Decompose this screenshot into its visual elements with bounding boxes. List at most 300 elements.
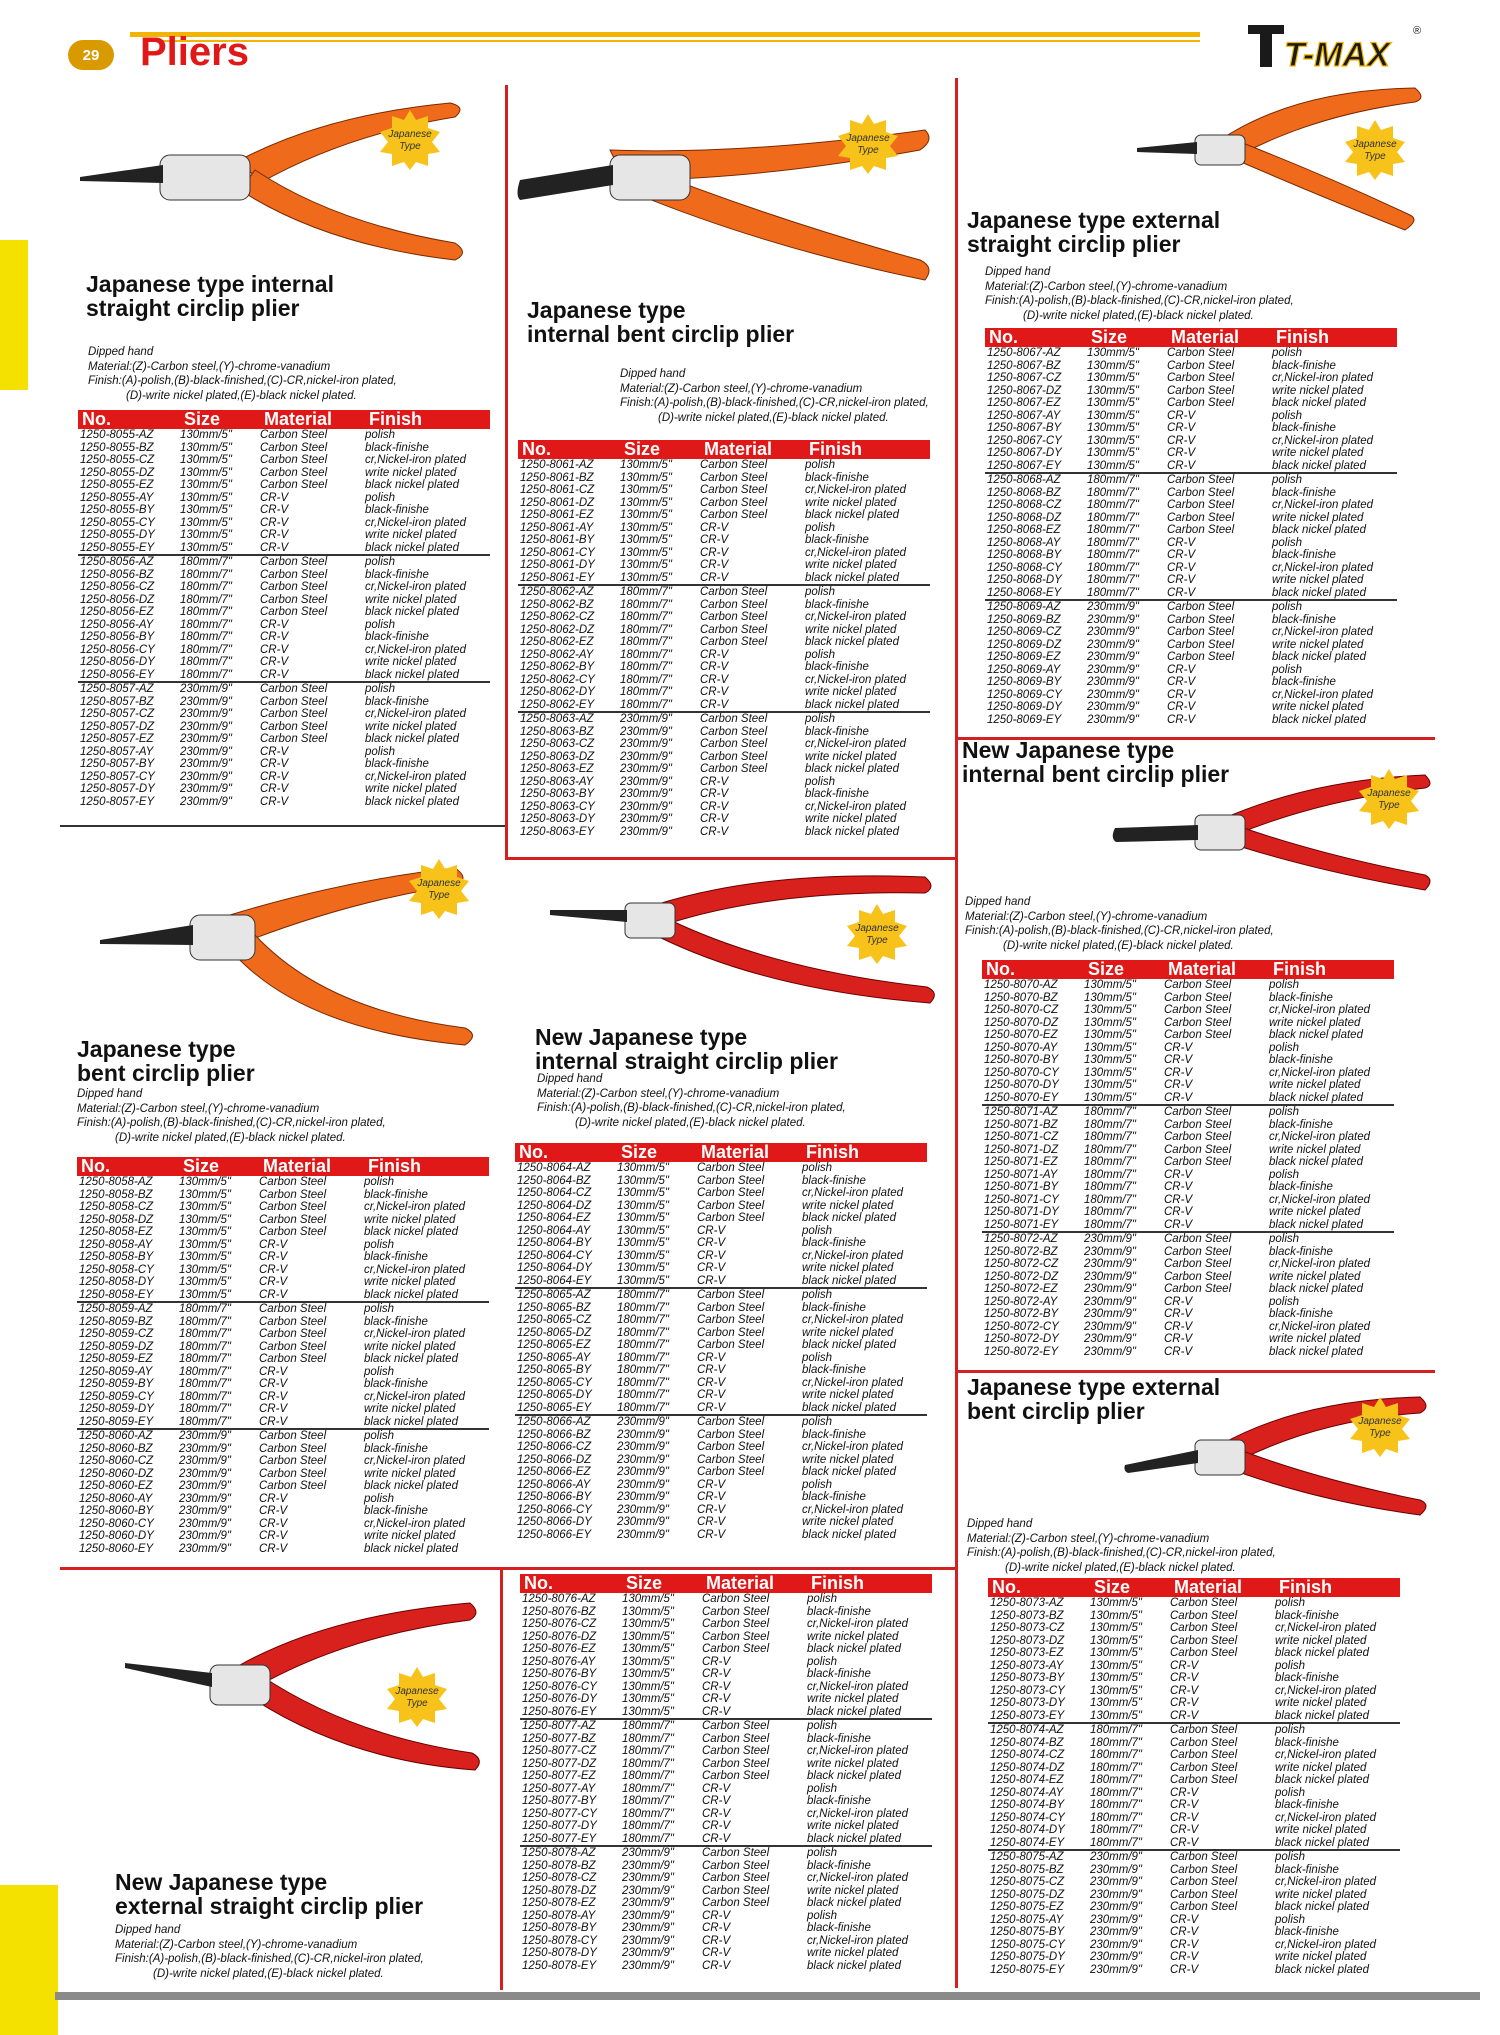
item-number: 1250-8061-DY <box>520 559 595 571</box>
table-row <box>518 534 930 547</box>
product-table <box>988 1578 1400 1976</box>
item-finish: polish <box>365 618 396 631</box>
item-finish: polish <box>807 1719 932 1733</box>
item-number: 1250-8074-EZ <box>990 1774 1064 1786</box>
description-line: (D)-write nickel plated,(E)-black nickel plated. <box>658 411 889 424</box>
item-size: 130mm/5" <box>1090 1697 1143 1709</box>
item-finish: black nickel plated <box>365 795 459 808</box>
item-size: 230mm/9" <box>617 1466 670 1478</box>
item-material: CR-V <box>700 775 729 788</box>
item-size: 180mm/7" <box>179 1328 232 1340</box>
item-number: 1250-8067-AY <box>987 409 1061 422</box>
item-finish: polish <box>365 491 396 504</box>
item-finish: cr,Nickel-iron plated <box>802 1376 903 1389</box>
table-row <box>985 574 1397 587</box>
table-row <box>520 1783 932 1796</box>
item-finish: polish <box>1275 1913 1306 1926</box>
item-material: CR-V <box>697 1491 726 1503</box>
description-line: (D)-write nickel plated,(E)-black nickel plated. <box>153 1967 384 1980</box>
item-size: 230mm/9" <box>180 695 233 708</box>
item-finish: black-finishe <box>807 1668 871 1680</box>
description-line: (D)-write nickel plated,(E)-black nickel plated. <box>115 1131 346 1144</box>
item-material: Carbon Steel <box>1164 1283 1232 1295</box>
column-header: Material <box>1164 960 1269 979</box>
item-size: 130mm/5" <box>1087 372 1140 384</box>
item-finish: write nickel plated <box>1275 1761 1367 1774</box>
table-row <box>518 686 930 699</box>
table-row <box>518 738 930 751</box>
item-finish: cr,Nickel-iron plated <box>1275 1811 1376 1824</box>
item-finish: polish <box>1272 663 1303 676</box>
table-row <box>520 1885 932 1898</box>
item-size: 230mm/9" <box>1087 638 1140 651</box>
item-size: 180mm/7" <box>1087 524 1140 536</box>
item-finish: black nickel plated <box>805 571 899 584</box>
item-number: 1250-8070-CZ <box>984 1004 1059 1016</box>
item-number: 1250-8073-AY <box>990 1659 1064 1672</box>
item-finish: cr,Nickel-iron plated <box>805 484 906 496</box>
item-finish: cr,Nickel-iron plated <box>364 1390 465 1403</box>
item-size: 180mm/7" <box>1090 1749 1143 1761</box>
item-size: 230mm/9" <box>179 1492 232 1505</box>
item-size: 130mm/5" <box>617 1212 670 1224</box>
table-row <box>515 1250 927 1263</box>
item-finish: black-finishe <box>1272 359 1336 372</box>
item-number: 1250-8056-CZ <box>80 581 155 593</box>
table-row <box>515 1200 927 1213</box>
item-material: Carbon Steel <box>1164 991 1232 1004</box>
item-material: Carbon Steel <box>1170 1723 1275 1737</box>
item-finish: cr,Nickel-iron plated <box>1269 1131 1370 1143</box>
table-row <box>982 1156 1394 1169</box>
table-row <box>988 1647 1400 1660</box>
item-finish: black-finishe <box>365 504 429 516</box>
item-material: CR-V <box>260 504 289 516</box>
table-row <box>515 1441 927 1454</box>
item-number: 1250-8073-EZ <box>990 1647 1064 1659</box>
item-material: Carbon Steel <box>260 682 365 696</box>
item-material: CR-V <box>702 1693 731 1705</box>
item-size: 130mm/5" <box>617 1187 670 1199</box>
item-material: CR-V <box>700 534 729 546</box>
item-number: 1250-8062-CZ <box>520 611 595 623</box>
item-material: Carbon Steel <box>260 568 328 581</box>
item-number: 1250-8064-AZ <box>517 1162 591 1174</box>
item-number: 1250-8062-EY <box>520 698 595 711</box>
description-line: (D)-write nickel plated,(E)-black nickel plated. <box>1005 1561 1236 1574</box>
item-number: 1250-8056-EY <box>80 668 155 681</box>
item-number: 1250-8074-AY <box>990 1786 1064 1799</box>
item-size: 130mm/5" <box>620 509 673 521</box>
item-number: 1250-8076-BZ <box>522 1605 596 1618</box>
item-size: 130mm/5" <box>617 1174 670 1187</box>
item-material: CR-V <box>697 1249 726 1262</box>
item-material: CR-V <box>1164 1345 1193 1358</box>
item-material: Carbon Steel <box>260 593 328 606</box>
description-line: (D)-write nickel plated,(E)-black nickel plated. <box>575 1116 806 1129</box>
table-row <box>982 1246 1394 1259</box>
svg-text:Type: Type <box>399 141 421 152</box>
table-row <box>985 689 1397 702</box>
item-size: 230mm/9" <box>1090 1963 1143 1976</box>
item-size: 180mm/7" <box>622 1795 675 1807</box>
table-row <box>515 1402 927 1416</box>
item-size: 230mm/9" <box>1084 1232 1164 1246</box>
item-finish: cr,Nickel-iron plated <box>365 643 466 656</box>
section-title <box>535 1025 838 1073</box>
item-size: 180mm/7" <box>1087 549 1140 561</box>
item-number: 1250-8075-BZ <box>990 1863 1064 1876</box>
item-finish: polish <box>365 429 396 441</box>
item-number: 1250-8058-EY <box>79 1288 154 1301</box>
item-number: 1250-8058-DY <box>79 1276 154 1288</box>
table-row <box>78 746 490 759</box>
item-material: Carbon Steel <box>1164 1258 1232 1270</box>
item-size: 130mm/5" <box>179 1288 232 1301</box>
table-row <box>518 661 930 674</box>
item-number: 1250-8074-DY <box>990 1824 1065 1836</box>
item-size: 180mm/7" <box>617 1301 670 1314</box>
item-size: 230mm/9" <box>1087 676 1140 688</box>
item-material: Carbon Steel <box>1167 347 1235 359</box>
item-size: 180mm/7" <box>1087 561 1140 574</box>
item-material: CR-V <box>260 618 289 631</box>
column-header: Finish <box>1269 960 1394 979</box>
table-row <box>77 1455 489 1468</box>
item-number: 1250-8063-BY <box>520 788 595 800</box>
table-row <box>982 1042 1394 1055</box>
item-material: Carbon Steel <box>702 1770 770 1782</box>
item-finish: polish <box>364 1365 395 1378</box>
item-size: 130mm/5" <box>1090 1709 1143 1722</box>
item-number: 1250-8069-BY <box>987 676 1062 688</box>
column-header: Finish <box>1275 1578 1400 1597</box>
item-material: Carbon Steel <box>702 1605 770 1618</box>
item-finish: polish <box>802 1478 833 1491</box>
table-row <box>988 1762 1400 1775</box>
item-material: Carbon Steel <box>1170 1647 1238 1659</box>
item-number: 1250-8060-AY <box>79 1492 153 1505</box>
item-number: 1250-8055-AZ <box>80 429 154 441</box>
column-header: Material <box>259 1157 364 1176</box>
svg-text:Japanese: Japanese <box>417 878 461 889</box>
item-material: CR-V <box>259 1378 288 1390</box>
table-row <box>518 649 930 662</box>
item-size: 230mm/9" <box>620 825 673 838</box>
table-row <box>982 1092 1394 1106</box>
item-finish: write nickel plated <box>364 1276 456 1288</box>
item-finish: black nickel plated <box>365 668 459 681</box>
item-size: 180mm/7" <box>622 1770 675 1782</box>
item-number: 1250-8067-BY <box>987 422 1062 434</box>
item-material: CR-V <box>1167 574 1196 586</box>
item-material: Carbon Steel <box>260 454 328 466</box>
item-material: CR-V <box>700 686 729 698</box>
table-row <box>77 1201 489 1214</box>
item-number: 1250-8064-CZ <box>517 1187 592 1199</box>
item-finish: polish <box>1275 1850 1400 1864</box>
item-number: 1250-8063-AY <box>520 775 594 788</box>
item-finish: black-finishe <box>1272 486 1336 499</box>
item-number: 1250-8077-AY <box>522 1782 596 1795</box>
item-material: Carbon Steel <box>1164 1143 1232 1156</box>
table-row <box>78 771 490 784</box>
item-size: 180mm/7" <box>180 555 260 569</box>
table-row <box>77 1403 489 1416</box>
item-size: 130mm/5" <box>1084 991 1137 1004</box>
item-number: 1250-8077-CY <box>522 1807 597 1820</box>
item-finish: black-finishe <box>1272 676 1336 688</box>
divider <box>60 1567 955 1570</box>
item-number: 1250-8076-EY <box>522 1705 597 1718</box>
item-material: CR-V <box>1170 1672 1199 1684</box>
item-number: 1250-8055-EZ <box>80 479 154 491</box>
item-material: Carbon Steel <box>260 708 328 720</box>
item-material: CR-V <box>1167 663 1196 676</box>
table-row <box>982 979 1394 992</box>
item-size: 180mm/7" <box>180 581 233 593</box>
item-size: 180mm/7" <box>620 598 673 611</box>
section-title <box>77 1037 255 1085</box>
table-row <box>985 587 1397 601</box>
item-finish: black nickel plated <box>807 1897 901 1909</box>
item-finish: write nickel plated <box>1275 1888 1367 1901</box>
table-row <box>520 1618 932 1631</box>
item-number: 1250-8058-CY <box>79 1263 154 1276</box>
item-size: 180mm/7" <box>179 1340 232 1353</box>
divider <box>955 1370 1435 1373</box>
item-finish: cr,Nickel-iron plated <box>802 1441 903 1453</box>
item-size: 230mm/9" <box>622 1909 675 1922</box>
item-finish: black nickel plated <box>1272 713 1366 726</box>
table-row <box>988 1876 1400 1889</box>
item-finish: cr,Nickel-iron plated <box>805 546 906 559</box>
item-finish: cr,Nickel-iron plated <box>1272 372 1373 384</box>
item-finish: cr,Nickel-iron plated <box>1269 1004 1370 1016</box>
item-finish: black-finishe <box>1269 1181 1333 1193</box>
item-size: 180mm/7" <box>1090 1799 1143 1811</box>
item-finish: black nickel plated <box>364 1226 458 1238</box>
table-row <box>520 1897 932 1910</box>
item-size: 130mm/5" <box>180 516 233 529</box>
item-size: 230mm/9" <box>620 788 673 800</box>
item-finish: polish <box>1272 536 1303 549</box>
column-header: Size <box>622 1574 702 1593</box>
svg-text:Japanese: Japanese <box>1358 1416 1402 1427</box>
table-row <box>78 758 490 771</box>
table-row <box>77 1493 489 1506</box>
table-row <box>518 484 930 497</box>
item-size: 180mm/7" <box>1084 1181 1137 1193</box>
table-row <box>520 1947 932 1960</box>
item-finish: black nickel plated <box>802 1274 896 1287</box>
item-size: 180mm/7" <box>620 636 673 648</box>
description-line: Finish:(A)-polish,(B)-black-finished,(C)-CR,nickel-iron plated, <box>537 1102 846 1114</box>
item-number: 1250-8062-CY <box>520 673 595 686</box>
item-number: 1250-8068-AY <box>987 536 1061 549</box>
item-finish: write nickel plated <box>1272 638 1364 651</box>
item-size: 130mm/5" <box>620 559 673 571</box>
item-finish: black nickel plated <box>365 606 459 618</box>
table-row <box>982 1232 1394 1246</box>
item-material: CR-V <box>1170 1824 1199 1836</box>
table-row <box>520 1846 932 1860</box>
item-number: 1250-8063-BZ <box>520 725 594 738</box>
item-size: 130mm/5" <box>180 541 233 554</box>
item-size: 230mm/9" <box>622 1884 675 1897</box>
svg-text:Japanese: Japanese <box>388 129 432 140</box>
description-line: Dipped hand <box>115 1924 181 1936</box>
item-size: 230mm/9" <box>620 725 673 738</box>
item-finish: black-finishe <box>802 1174 866 1187</box>
item-number: 1250-8078-CY <box>522 1934 597 1947</box>
svg-text:Japanese: Japanese <box>395 1686 439 1697</box>
item-finish: black-finishe <box>1275 1736 1339 1749</box>
item-finish: cr,Nickel-iron plated <box>1269 1320 1370 1333</box>
section-title <box>527 298 794 346</box>
item-size: 130mm/5" <box>620 484 673 496</box>
item-material: Carbon Steel <box>1167 486 1235 499</box>
item-finish: write nickel plated <box>364 1530 456 1542</box>
item-material: CR-V <box>702 1820 731 1832</box>
item-number: 1250-8060-EY <box>79 1542 154 1555</box>
item-number: 1250-8075-AY <box>990 1913 1064 1926</box>
item-size: 180mm/7" <box>1084 1156 1137 1168</box>
item-material: CR-V <box>1164 1041 1193 1054</box>
item-size: 180mm/7" <box>1084 1193 1137 1206</box>
item-size: 130mm/5" <box>620 521 673 534</box>
table-row <box>520 1719 932 1733</box>
item-size: 130mm/5" <box>179 1226 232 1238</box>
item-size: 130mm/5" <box>179 1238 232 1251</box>
item-finish: write nickel plated <box>364 1467 456 1480</box>
item-finish: write nickel plated <box>1269 1333 1361 1345</box>
item-material: Carbon Steel <box>260 581 328 593</box>
table-row <box>982 1105 1394 1119</box>
item-material: Carbon Steel <box>697 1288 802 1302</box>
table-row <box>982 1067 1394 1080</box>
item-size: 130mm/5" <box>620 571 673 584</box>
table-row <box>77 1505 489 1518</box>
item-number: 1250-8062-BY <box>520 661 595 673</box>
item-finish: black-finishe <box>364 1315 428 1328</box>
description-line: Material:(Z)-Carbon steel,(Y)-chrome-vanadium <box>77 1102 320 1115</box>
table-row <box>78 619 490 632</box>
item-material: Carbon Steel <box>1170 1622 1238 1634</box>
table-row <box>518 599 930 612</box>
item-number: 1250-8060-EZ <box>79 1480 153 1492</box>
item-material: CR-V <box>1170 1811 1199 1824</box>
section-title <box>86 272 334 320</box>
item-finish: polish <box>807 1846 932 1860</box>
item-size: 180mm/7" <box>179 1415 232 1428</box>
table-row <box>515 1314 927 1327</box>
svg-text:Type: Type <box>1378 800 1400 811</box>
item-size: 230mm/9" <box>1087 600 1167 614</box>
table-row <box>77 1341 489 1354</box>
item-number: 1250-8059-BZ <box>79 1315 153 1328</box>
item-material: CR-V <box>702 1947 731 1959</box>
item-size: 130mm/5" <box>1087 397 1140 409</box>
table-row <box>982 1119 1394 1132</box>
item-size: 230mm/9" <box>620 712 700 726</box>
item-material: CR-V <box>697 1516 726 1528</box>
item-material: CR-V <box>702 1782 731 1795</box>
column-header: Finish <box>805 440 930 459</box>
product-table <box>518 440 930 838</box>
item-material: CR-V <box>259 1263 288 1276</box>
japanese-type-badge <box>378 108 442 172</box>
description-line: Finish:(A)-polish,(B)-black-finished,(C)-CR,nickel-iron plated, <box>88 375 397 387</box>
item-material: CR-V <box>702 1922 731 1934</box>
item-material: CR-V <box>1164 1320 1193 1333</box>
header-rule <box>130 32 1200 37</box>
item-material: CR-V <box>1164 1206 1193 1218</box>
description-line: Dipped hand <box>620 368 686 380</box>
table-row <box>518 826 930 839</box>
item-number: 1250-8063-CY <box>520 800 595 813</box>
item-size: 130mm/5" <box>620 496 673 509</box>
item-size: 130mm/5" <box>1090 1622 1143 1634</box>
item-finish: black-finishe <box>1269 991 1333 1004</box>
item-finish: black-finishe <box>807 1732 871 1745</box>
item-size: 180mm/7" <box>180 656 233 668</box>
table-row <box>77 1530 489 1543</box>
item-size: 180mm/7" <box>1090 1774 1143 1786</box>
description-line: Material:(Z)-Carbon steel,(Y)-chrome-vanadium <box>967 1532 1210 1545</box>
item-number: 1250-8068-AZ <box>985 473 1087 487</box>
divider <box>500 1570 503 1990</box>
item-finish: polish <box>802 1162 833 1174</box>
item-number: 1250-8059-CY <box>79 1390 154 1403</box>
item-material: CR-V <box>260 745 289 758</box>
item-size: 130mm/5" <box>180 479 233 491</box>
table-row <box>982 1004 1394 1017</box>
item-size: 130mm/5" <box>622 1705 675 1718</box>
item-finish: write nickel plated <box>365 466 457 479</box>
item-material: Carbon Steel <box>697 1314 765 1326</box>
item-size: 230mm/9" <box>1087 651 1140 663</box>
section-description <box>537 1072 846 1130</box>
item-material: CR-V <box>1164 1054 1193 1066</box>
item-material: Carbon Steel <box>697 1212 765 1224</box>
table-row <box>518 585 930 599</box>
item-size: 180mm/7" <box>620 673 673 686</box>
item-material: CR-V <box>697 1262 726 1274</box>
item-material: CR-V <box>700 698 729 711</box>
table-row <box>520 1922 932 1935</box>
table-row <box>518 472 930 485</box>
item-finish: black nickel plated <box>1269 1091 1363 1104</box>
item-material: Carbon Steel <box>697 1466 765 1478</box>
page-title: Pliers <box>140 30 249 74</box>
item-material: Carbon Steel <box>697 1301 765 1314</box>
item-number: 1250-8075-DY <box>990 1951 1065 1963</box>
item-number: 1250-8076-AY <box>522 1655 596 1668</box>
item-number: 1250-8076-CY <box>522 1680 597 1693</box>
divider <box>505 857 955 860</box>
description-line: Material:(Z)-Carbon steel,(Y)-chrome-vanadium <box>537 1087 780 1100</box>
item-finish: cr,Nickel-iron plated <box>1275 1622 1376 1634</box>
item-material: Carbon Steel <box>697 1326 765 1339</box>
item-number: 1250-8077-AZ <box>520 1719 622 1733</box>
item-number: 1250-8070-BZ <box>984 991 1058 1004</box>
table-row <box>985 651 1397 664</box>
item-number: 1250-8066-BZ <box>517 1428 591 1441</box>
item-material: Carbon Steel <box>1167 613 1235 626</box>
item-material: CR-V <box>260 491 289 504</box>
item-material: Carbon Steel <box>260 695 328 708</box>
